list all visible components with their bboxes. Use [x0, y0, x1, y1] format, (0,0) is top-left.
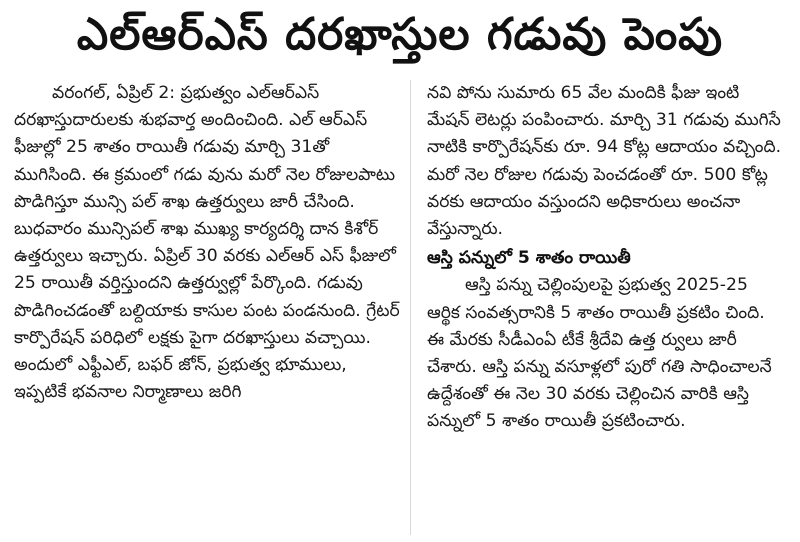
paragraph-lrs-revenue: నవి పోను సుమారు 65 వేల మందికి ఫీజు ఇంటి మేషన్ లెటర్లు పంపించారు. మార్చి 31 గడువు ముగిసే నాటికి కార్పొరేషన్‌కు రూ. 94 కోట్ల ఆదాయం వచ్చింది. మరో నెల రోజుల గడువు పెంచడంతో రూ. 500 కోట్ల వరకు ఆదాయం వస్తుందని అధికారులు అంచనా వేస్తున్నారు.: [427, 83, 782, 240]
headline: ఎల్ఆర్ఎస్ దరఖాస్తుల గడువు పెంపు: [76, 9, 724, 60]
paragraph-property-tax-rebate: ఆస్తి పన్ను చెల్లింపులపై ప్రభుత్వ 2025-25 ఆర్థిక సంవత్సరానికి 5 శాతం రాయితీ ప్రకటిం చింది. ఈ మేరకు సీడీఎంఏ టీకే శ్రీదేవి ఉత్త ర్వులు జారీ చేశారు. ఆస్తి పన్ను వసూళ్లలో పురో గతి సాధించాలనే ఉద్దేశంతో ఈ నెల 30 వరకు చెల్లించిన వారికి ఆస్తి పన్నులో 5 శాతం రాయితీ ప్రకటించారు.: [427, 275, 772, 432]
subheading-property-tax: ఆస్తి పన్నులో 5 శాతం రాయితీ: [427, 248, 631, 269]
article-left-column: [12, 80, 410, 535]
article-right-column: [410, 80, 788, 535]
paragraph-lrs-extension: వరంగల్, ఏప్రిల్ 2: ప్రభుత్వం ఎల్ఆర్ఎస్ దరఖాస్తుదారులకు శుభవార్త అందించింది. ఎల్ ఆర్ఎస్ ఫీజుల్లో 25 శాతం రాయితీ గడువు మార్చి 31తో ముగిసింది. ఈ క్రమంలో గడు వును మరో నెల రోజులపాటు పొడిగిస్తూ మున్సి పల్ శాఖ ఉత్తర్వులు జారీ చేసింది. బుధవారం మున్సిపల్ శాఖ ముఖ్య కార్యదర్శి దాన కిశోర్ ఉత్తర్వులు ఇచ్చారు. ఏప్రిల్ 30 వరకు ఎల్ఆర్ ఎస్ ఫీజులో 25 రాయితీ వర్తిస్తుందని ఉత్తర్వుల్లో పేర్కొంది. గడువు పొడిగించడంతో బల్దియాకు కాసుల పంట పండనుంది. గ్రేటర్ కార్పొరేషన్ పరిధిలో లక్షకు పైగా దరఖాస్తులు వచ్చాయి. అందులో ఎఫ్టీఎల్, బఫర్ జోన్, ప్రభుత్వ భూములు, ఇప్పటికే భవనాల నిర్మాణాలు జరిగి: [14, 83, 400, 403]
article-body: [12, 80, 788, 535]
